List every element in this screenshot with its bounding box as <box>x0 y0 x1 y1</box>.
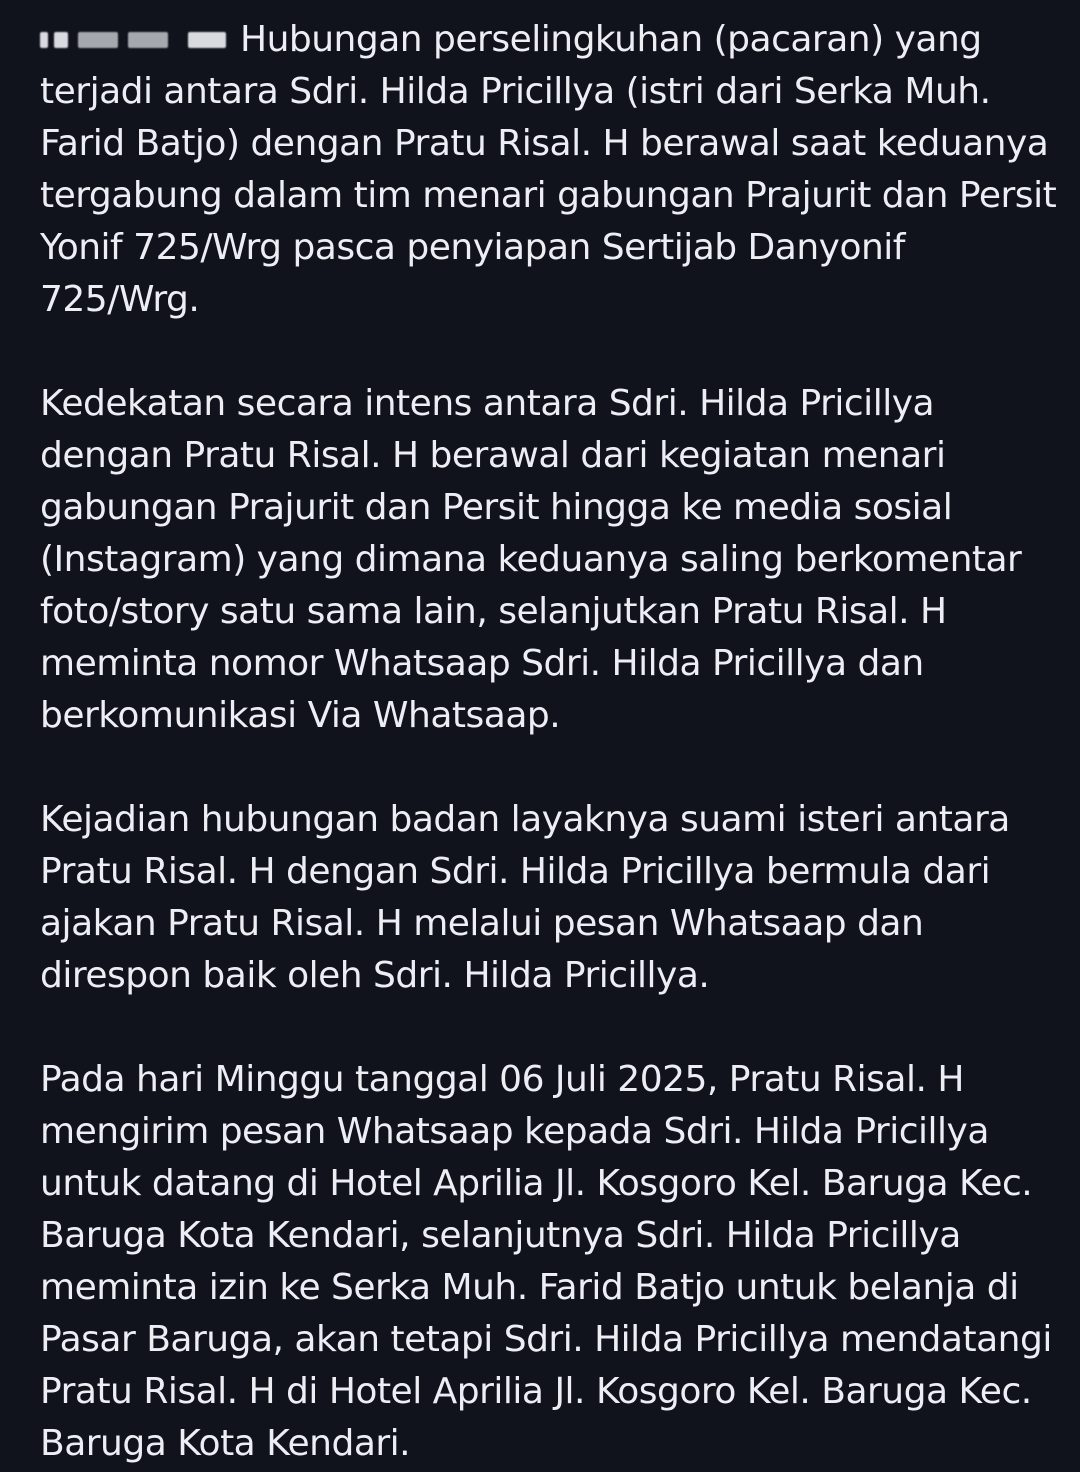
paragraph-1-text: Hubungan perselingkuhan (pacaran) yang terjadi antara Sdri. Hilda Pricillya (istri dari Serka Muh. Farid Batjo) dengan Pratu Risal. H berawal saat keduanya tergabung dalam tim menari gabungan Prajurit dan Persit Yonif 725/Wrg pasca penyiapan Sertijab Danyonif 725/Wrg. <box>40 19 1057 320</box>
document-body <box>40 14 1070 1470</box>
paragraph-3-text: Kejadian hubungan badan layaknya suami isteri antara Pratu Risal. H dengan Sdri. Hilda Pricillya bermula dari ajakan Pratu Risal. H melalui pesan Whatsaap dan direspon baik oleh Sdri. Hilda Pricillya. <box>40 799 1010 996</box>
paragraph-2 <box>40 378 1070 742</box>
paragraph-3 <box>40 794 1070 1002</box>
paragraph-4 <box>40 1054 1070 1470</box>
paragraph-1 <box>40 14 1070 326</box>
paragraph-4-text: Pada hari Minggu tanggal 06 Juli 2025, Pratu Risal. H mengirim pesan Whatsaap kepada Sdri. Hilda Pricillya untuk datang di Hotel Aprilia Jl. Kosgoro Kel. Baruga Kec. Baruga Kota Kendari, selanjutnya Sdri. Hilda Pricillya meminta izin ke Serka Muh. Farid Batjo untuk belanja di Pasar Baruga, akan tetapi Sdri. Hilda Pricillya mendatangi Pratu Risal. H di Hotel Aprilia Jl. Kosgoro Kel. Baruga Kec. Baruga Kota Kendari. <box>40 1059 1052 1464</box>
paragraph-2-text: Kedekatan secara intens antara Sdri. Hilda Pricillya dengan Pratu Risal. H berawal dari kegiatan menari gabungan Prajurit dan Persit hingga ke media sosial (Instagram) yang dimana keduanya saling berkomentar foto/story satu sama lain, selanjutkan Pratu Risal. H meminta nomor Whatsaap Sdri. Hilda Pricillya dan berkomunikasi Via Whatsaap. <box>40 383 1022 736</box>
redacted-text-block <box>40 24 230 54</box>
